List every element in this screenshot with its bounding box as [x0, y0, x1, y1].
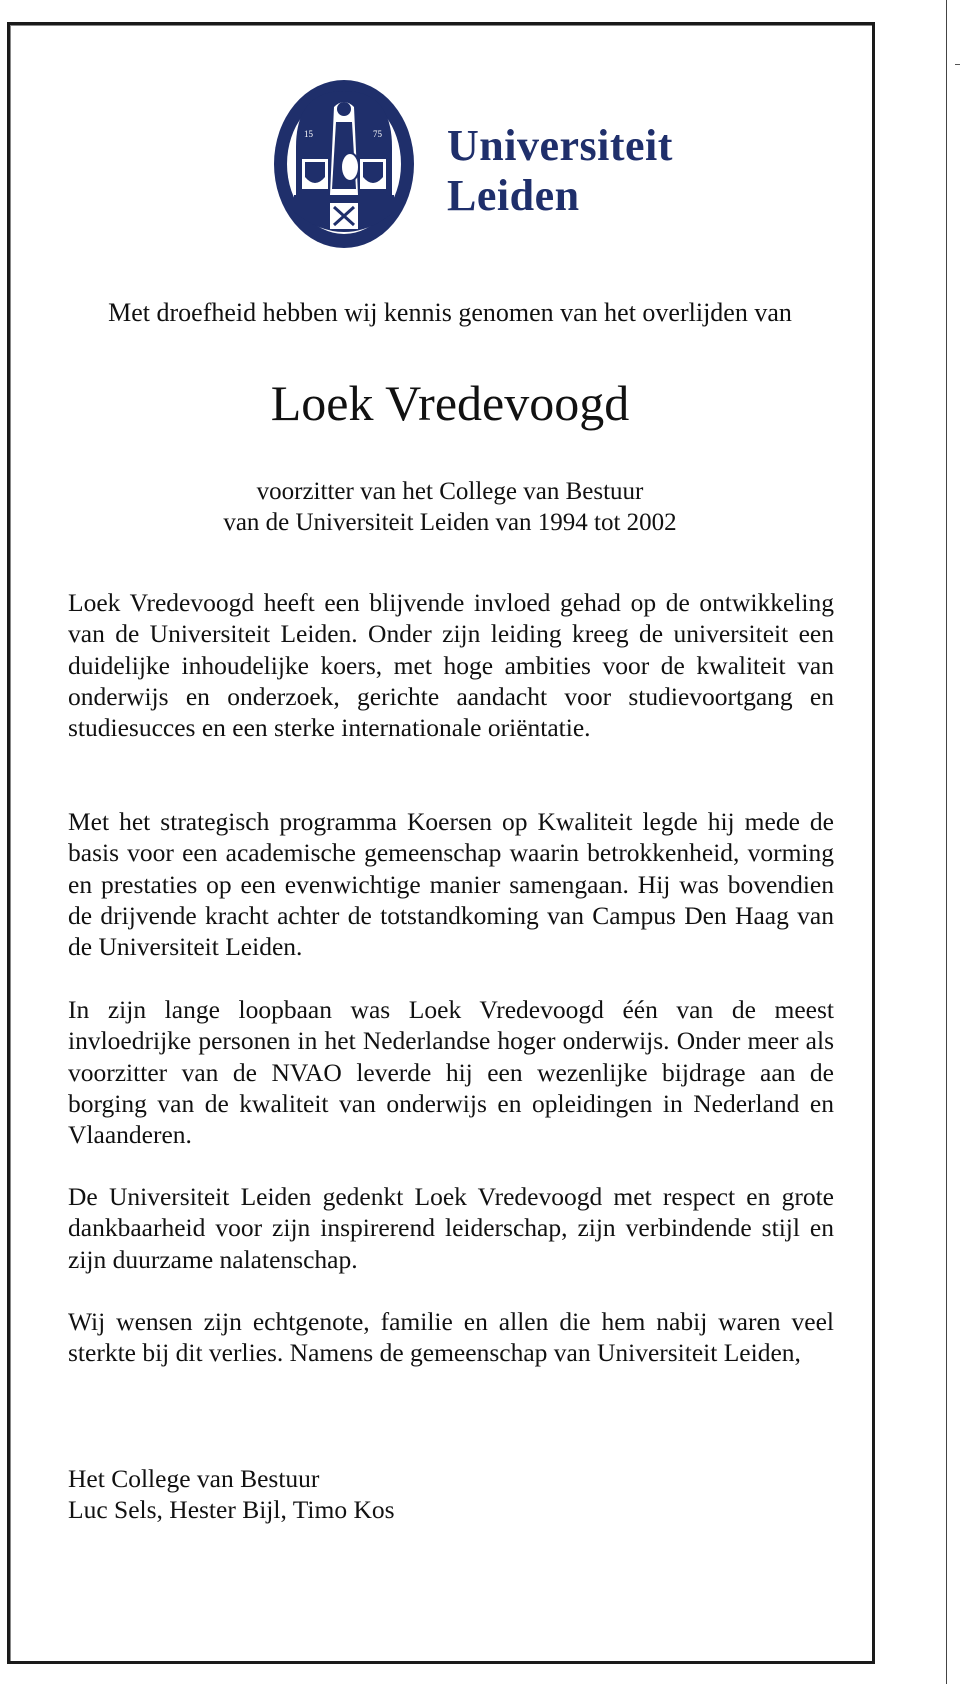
signature-body: Het College van Bestuur — [68, 1464, 320, 1493]
paragraph-legacy: Loek Vredevoogd heeft een blijvende invloed gehad op de ontwikkeling van de Universiteit Leiden. Onder zijn leiding kreeg de universiteit een duidelijke inhoudelijke koers, met hoge ambities voor de kwaliteit van onderwijs en onderzoek, gerichte aandacht voor studievoortgang en studiesucces en een sterke internationale oriëntatie. — [68, 588, 834, 743]
page-edge-tick — [955, 64, 960, 65]
role-line-1: voorzitter van het College van Bestuur — [256, 478, 644, 505]
wordmark-line-1: Universiteit — [447, 121, 673, 170]
wordmark-line-2: Leiden — [447, 171, 580, 220]
university-logo — [272, 77, 692, 257]
seal-year-right: 75 — [373, 129, 382, 139]
university-seal-icon — [272, 77, 422, 252]
paragraph-career: In zijn lange loopbaan was Loek Vredevoogd één van de meest invloedrijke personen in het Nederlandse hoger onderwijs. Onder meer als voorzitter van de NVAO leverde hij een wezenlijke bijdrage aan de borging van de kwaliteit van onderwijs en opleidingen in Nederland en Vlaanderen. — [68, 995, 834, 1150]
signature-names: Luc Sels, Hester Bijl, Timo Kos — [68, 1495, 395, 1524]
role-line-2: van de Universiteit Leiden van 1994 tot 2002 — [223, 509, 677, 536]
paragraph-remembrance: De Universiteit Leiden gedenkt Loek Vredevoogd met respect en grote dankbaarheid voor zijn inspirerend leiderschap, zijn verbindende stijl en zijn duurzame nalatenschap. — [68, 1182, 834, 1274]
deceased-role — [10, 476, 890, 538]
signature-block — [68, 1463, 395, 1525]
paragraph-strategy: Met het strategisch programma Koersen op Kwaliteit legde hij mede de basis voor een academische gemeenschap waarin betrokkenheid, vorming en prestaties op een evenwichtige manier samengaan. Hij was bovendien de drijvende kracht achter de totstandkoming van Campus Den Haag van de Universiteit Leiden. — [68, 807, 834, 962]
obituary-notice-frame — [7, 22, 875, 1664]
seal-year-left: 15 — [304, 129, 313, 139]
university-wordmark — [447, 121, 673, 221]
deceased-name: Loek Vredevoogd — [270, 375, 630, 431]
page-edge-line — [946, 0, 947, 1684]
notice-intro: Met droefheid hebben wij kennis genomen van het overlijden van — [108, 298, 792, 327]
paragraph-condolences: Wij wensen zijn echtgenote, familie en allen die hem nabij waren veel sterkte bij dit verlies. Namens de gemeenschap van Universiteit Leiden, — [68, 1307, 834, 1368]
